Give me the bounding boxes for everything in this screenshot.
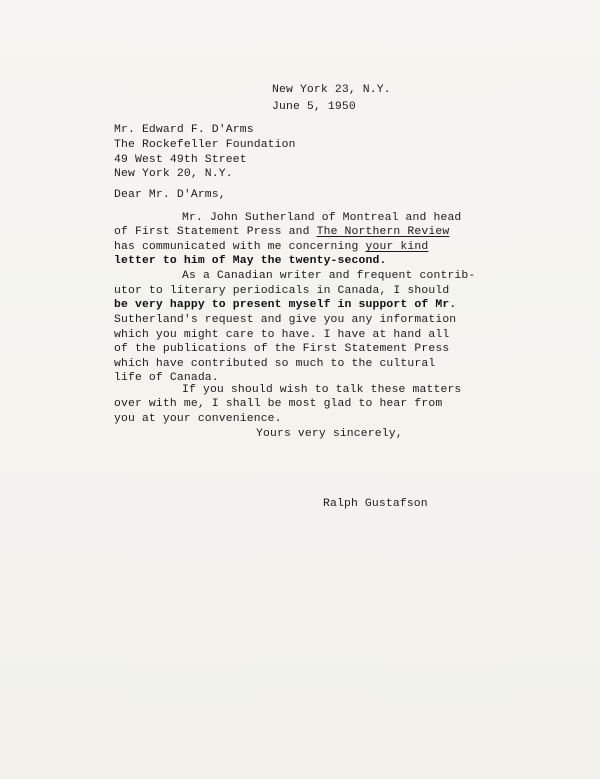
paragraph-2-line-5: which you might care to have. I have at hand all (114, 329, 450, 341)
paragraph-2-line-2: utor to literary periodicals in Canada, I should (114, 285, 450, 297)
underlined-phrase: your kind (365, 241, 429, 253)
paragraph-1-line-4: letter to him of May the twenty-second. (114, 255, 387, 267)
paragraph-3-line-1: If you should wish to talk these matters (182, 384, 462, 396)
paragraph-2-line-4: Sutherland's request and give you any information (114, 314, 457, 326)
paragraph-1-line-3-text: has communicated with me concerning (114, 241, 366, 253)
paragraph-1-line-2-text: of First Statement Press and (114, 226, 317, 238)
sender-address: New York 23, N.Y. (272, 84, 391, 96)
complimentary-close: Yours very sincerely, (256, 428, 403, 440)
paragraph-3-line-3: you at your convenience. (114, 413, 282, 425)
paragraph-2-line-8: life of Canada. (114, 372, 219, 384)
paragraph-2-line-1: As a Canadian writer and frequent contrib- (182, 270, 476, 282)
salutation: Dear Mr. D'Arms, (114, 189, 226, 201)
paragraph-1-line-3 (114, 240, 428, 255)
paragraph-1-line-2 (114, 225, 449, 240)
paragraph-3-line-2: over with me, I shall be most glad to hear from (114, 398, 443, 410)
recipient-organization: The Rockefeller Foundation (114, 139, 296, 151)
typed-signature: Ralph Gustafson (323, 498, 428, 510)
paragraph-2-line-7: which have contributed so much to the cultural (114, 358, 436, 370)
paragraph-2-line-6: of the publications of the First Statement Press (114, 343, 450, 355)
recipient-name: Mr. Edward F. D'Arms (114, 124, 254, 136)
recipient-city: New York 20, N.Y. (114, 168, 233, 180)
periodical-title: The Northern Review (316, 226, 450, 238)
paragraph-2-line-3: be very happy to present myself in support of Mr. (114, 299, 457, 311)
paragraph-1-line-1: Mr. John Sutherland of Montreal and head (182, 212, 462, 224)
recipient-street: 49 West 49th Street (114, 154, 247, 166)
letter-date: June 5, 1950 (272, 101, 356, 113)
